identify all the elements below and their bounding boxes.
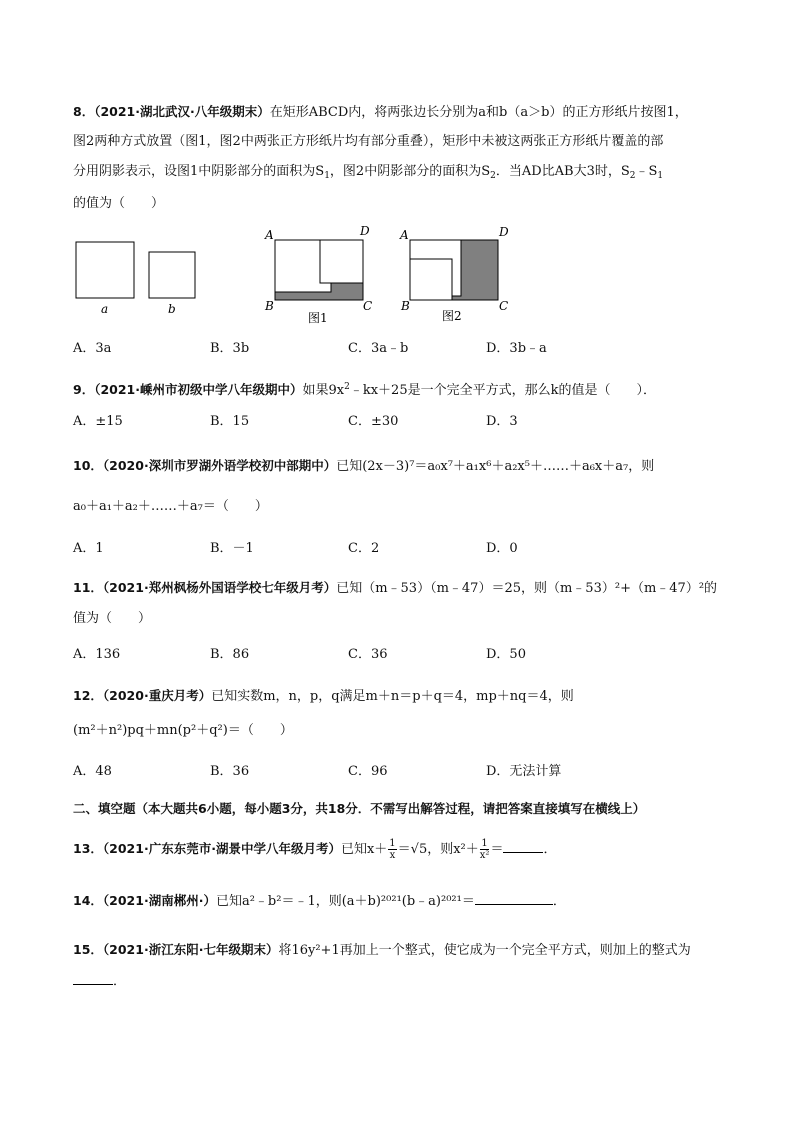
fig1-label-A: A (265, 228, 274, 242)
q15-source: （2021·浙江东阳·七年级期末） (102, 942, 279, 957)
q8-option-a: A．3a (73, 341, 112, 356)
q14-end: ． (552, 894, 566, 909)
q12-option-c: C．96 (348, 764, 388, 779)
fig2-label-A: A (400, 228, 409, 242)
q9-option-a: A．±15 (73, 414, 123, 429)
q11-line (73, 579, 717, 598)
q11-source: （2021·郑州枫杨外国语学校七年级月考） (102, 580, 337, 595)
q12-option-a: A．48 (73, 764, 112, 779)
sub-1b: 1 (657, 171, 664, 181)
q8-text-3d: ﹣S (635, 164, 658, 179)
square-a (76, 242, 134, 298)
q11-option-d: D．50 (486, 647, 526, 662)
q10-number: 10． (73, 458, 103, 473)
q11-option-b: B．86 (210, 647, 250, 662)
q10-option-c: C．2 (348, 541, 380, 556)
q8-line-3 (73, 163, 663, 185)
q12-option-b: B．36 (210, 764, 250, 779)
q10-source: （2020·深圳市罗湖外语学校初中部期中） (102, 458, 337, 473)
q13-end: ． (543, 842, 557, 857)
q12-option-d: D．无法计算 (486, 764, 562, 779)
q8-option-b: B．3b (210, 341, 250, 356)
q8-text-4: 的值为（ ） (73, 196, 165, 211)
q10-line (73, 457, 654, 476)
q13-source: （2021·广东东莞市·湖景中学八年级月考） (102, 841, 341, 856)
q8-line-1 (73, 103, 688, 122)
q8-text-2: 图2两种方式放置（图1，图2中两张正方形纸片均有部分重叠），矩形中未被这两张正方形纸片覆盖的部 (73, 134, 664, 149)
fig1-label-B: B (265, 299, 274, 313)
q10-option-a: A．1 (73, 541, 104, 556)
sub-1: 1 (324, 171, 330, 181)
q10-text: 已知(2x－3)⁷＝a₀x⁷＋a₁x⁶＋a₂x⁵＋……＋a₆x＋a₇，则 (336, 459, 655, 474)
q12-line (73, 687, 574, 706)
q14-number: 14． (73, 893, 103, 908)
q8-text-1: 在矩形ABCD内，将两张边长分别为a和b（a＞b）的正方形纸片按图1， (269, 105, 688, 120)
fig1-label-C: C (363, 299, 373, 313)
q14-answer-blank[interactable] (475, 891, 553, 905)
q8-text-3a: 分用阴影表示，设图1中阴影部分的面积为S (73, 164, 325, 179)
q10-option-b: B．－1 (210, 541, 254, 556)
sub-2: 2 (490, 171, 496, 181)
q9-option-d: D．3 (486, 414, 518, 429)
q15-end: ． (113, 974, 127, 989)
q9-number: 9． (73, 382, 95, 397)
q12-number: 12． (73, 688, 103, 703)
q9-option-b: B．15 (210, 414, 250, 429)
q8-option-d: D．3b﹣a (486, 341, 547, 356)
fig2-square-b (410, 259, 452, 300)
q15-line-2 (73, 971, 126, 991)
fig1-square-b (320, 240, 363, 283)
q8-text-3b: ，图2中阴影部分的面积为S (329, 164, 491, 179)
q9-option-c: C．±30 (348, 414, 399, 429)
q13-text-2: ＝√5，则x²＋ (397, 842, 479, 857)
section-heading: 二、填空题（本大题共6小题，每小题3分，共18分．不需写出解答过程，请把答案直接填写在横线上） (73, 801, 646, 816)
q9-text-a: 如果9x (302, 383, 345, 398)
q10-text-2: a₀＋a₁＋a₂＋……＋a₇＝（ ） (73, 499, 268, 514)
q15-number: 15． (73, 942, 103, 957)
q11-text: 已知（m﹣53）（m﹣47）＝25，则（m﹣53）²+（m﹣47）²的 (336, 581, 718, 596)
q10-option-d: D．0 (486, 541, 518, 556)
q9-line (73, 378, 656, 400)
q13-number: 13． (73, 841, 103, 856)
sub-2b: 2 (629, 171, 636, 181)
label-a: a (101, 302, 109, 316)
q13-fraction-2: $\frac{1}{\text{x²}}$ (479, 838, 490, 861)
q13-answer-blank[interactable] (503, 839, 543, 853)
q15-answer-blank[interactable] (73, 971, 113, 985)
q9-sup: 2 (344, 382, 350, 392)
q8-option-c: C．3a﹣b (348, 341, 409, 356)
fig2-label-B: B (401, 299, 410, 313)
q13-text-1: 已知x＋ (340, 842, 388, 857)
q13-text-3: ＝ (490, 842, 504, 857)
fig2-label-D: D (499, 225, 509, 239)
fig2-caption: 图2 (442, 309, 462, 323)
q12-text: 已知实数m，n，p，q满足m＋n＝p＋q＝4，mp＋nq＝4，则 (211, 689, 574, 704)
q9-source: （2021·嵊州市初级中学八年级期中） (94, 382, 303, 397)
q11-text-2: 值为（ ） (73, 611, 152, 626)
q11-option-c: C．36 (348, 647, 388, 662)
q8-figures (70, 222, 530, 327)
q8-number: 8． (73, 104, 95, 119)
q13-fraction-1: $\frac{1}{x}$ (389, 838, 396, 861)
q14-text: 已知a²﹣b²＝﹣1，则(a＋b)²⁰²¹(b﹣a)²⁰²¹＝ (215, 894, 475, 909)
square-b (149, 252, 195, 298)
q12-text-2: (m²＋n²)pq＋mn(p²＋q²)＝（ ） (73, 723, 293, 738)
q8-source: （2021·湖北武汉·八年级期末） (94, 104, 270, 119)
fig1-label-D: D (360, 224, 370, 238)
q15-text: 将16y²+1再加上一个整式，使它成为一个完全平方式，则加上的整式为 (278, 943, 691, 958)
label-b: b (168, 302, 176, 316)
q12-source: （2020·重庆月考） (102, 688, 212, 703)
q11-option-a: A．136 (73, 647, 121, 662)
q14-source: （2021·湖南郴州·） (102, 893, 216, 908)
fig1-caption: 图1 (308, 311, 328, 325)
q11-number: 11． (73, 580, 103, 595)
q13-line (73, 838, 556, 861)
q14-line (73, 891, 566, 911)
q8-text-3c: ．当AD比AB大3时，S (495, 164, 630, 179)
q9-text-b: ﹣kx＋25是一个完全平方式，那么k的值是（ ）． (349, 383, 656, 398)
q15-line (73, 941, 691, 960)
fig2-label-C: C (499, 299, 509, 313)
